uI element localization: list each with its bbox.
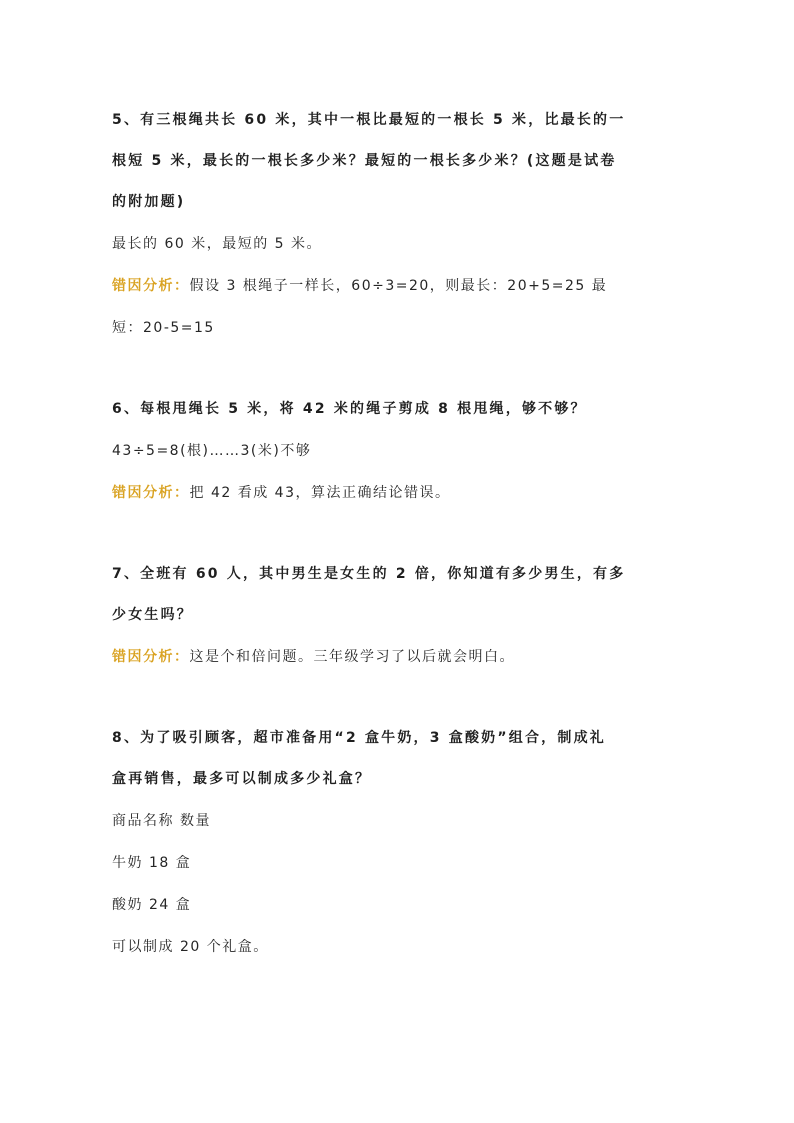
analysis-label: 错因分析： xyxy=(112,485,190,501)
answer-text: 43÷5=8(根)……3(米)不够 xyxy=(112,443,312,459)
question-6 xyxy=(112,389,682,514)
question-text-line: 少女生吗？ xyxy=(112,607,193,623)
analysis-text: 这是个和倍问题。三年级学习了以后就会明白。 xyxy=(189,649,515,665)
question-7 xyxy=(112,554,682,678)
table-header: 商品名称 数量 xyxy=(112,813,211,829)
question-5 xyxy=(112,100,682,349)
analysis-line xyxy=(112,265,682,307)
question-text-line: 盒再销售，最多可以制成多少礼盒？ xyxy=(112,771,372,787)
table-row: 牛奶 18 盒 xyxy=(112,855,192,871)
question-text-line: 的附加题) xyxy=(112,194,186,210)
analysis-text: 把 42 看成 43，算法正确结论错误。 xyxy=(189,485,451,501)
table-row: 酸奶 24 盒 xyxy=(112,897,192,913)
analysis-line xyxy=(112,636,682,678)
section-spacer xyxy=(112,349,682,389)
question-text-line: 6、每根甩绳长 5 米，将 42 米的绳子剪成 8 根甩绳，够不够？ xyxy=(112,401,587,417)
analysis-label: 错因分析： xyxy=(112,649,190,665)
question-text-line: 根短 5 米，最长的一根长多少米？最短的一根长多少米？(这题是试卷 xyxy=(112,153,617,169)
analysis-line: 短：20-5=15 xyxy=(112,320,215,336)
question-text-line: 8、为了吸引顾客，超市准备用“2 盒牛奶，3 盒酸奶”组合，制成礼 xyxy=(112,730,606,746)
question-8 xyxy=(112,718,682,968)
analysis-line xyxy=(112,472,682,514)
answer-text: 最长的 60 米，最短的 5 米。 xyxy=(112,236,323,252)
question-text-line: 5、有三根绳共长 60 米，其中一根比最短的一根长 5 米，比最长的一 xyxy=(112,112,626,128)
answer-text: 可以制成 20 个礼盒。 xyxy=(112,939,269,955)
analysis-label: 错因分析： xyxy=(112,278,190,294)
document-page xyxy=(112,100,682,968)
question-text-line: 7、全班有 60 人，其中男生是女生的 2 倍，你知道有多少男生，有多 xyxy=(112,566,626,582)
analysis-text: 假设 3 根绳子一样长，60÷3=20，则最长：20+5=25 最 xyxy=(189,278,608,294)
section-spacer xyxy=(112,678,682,718)
section-spacer xyxy=(112,514,682,554)
